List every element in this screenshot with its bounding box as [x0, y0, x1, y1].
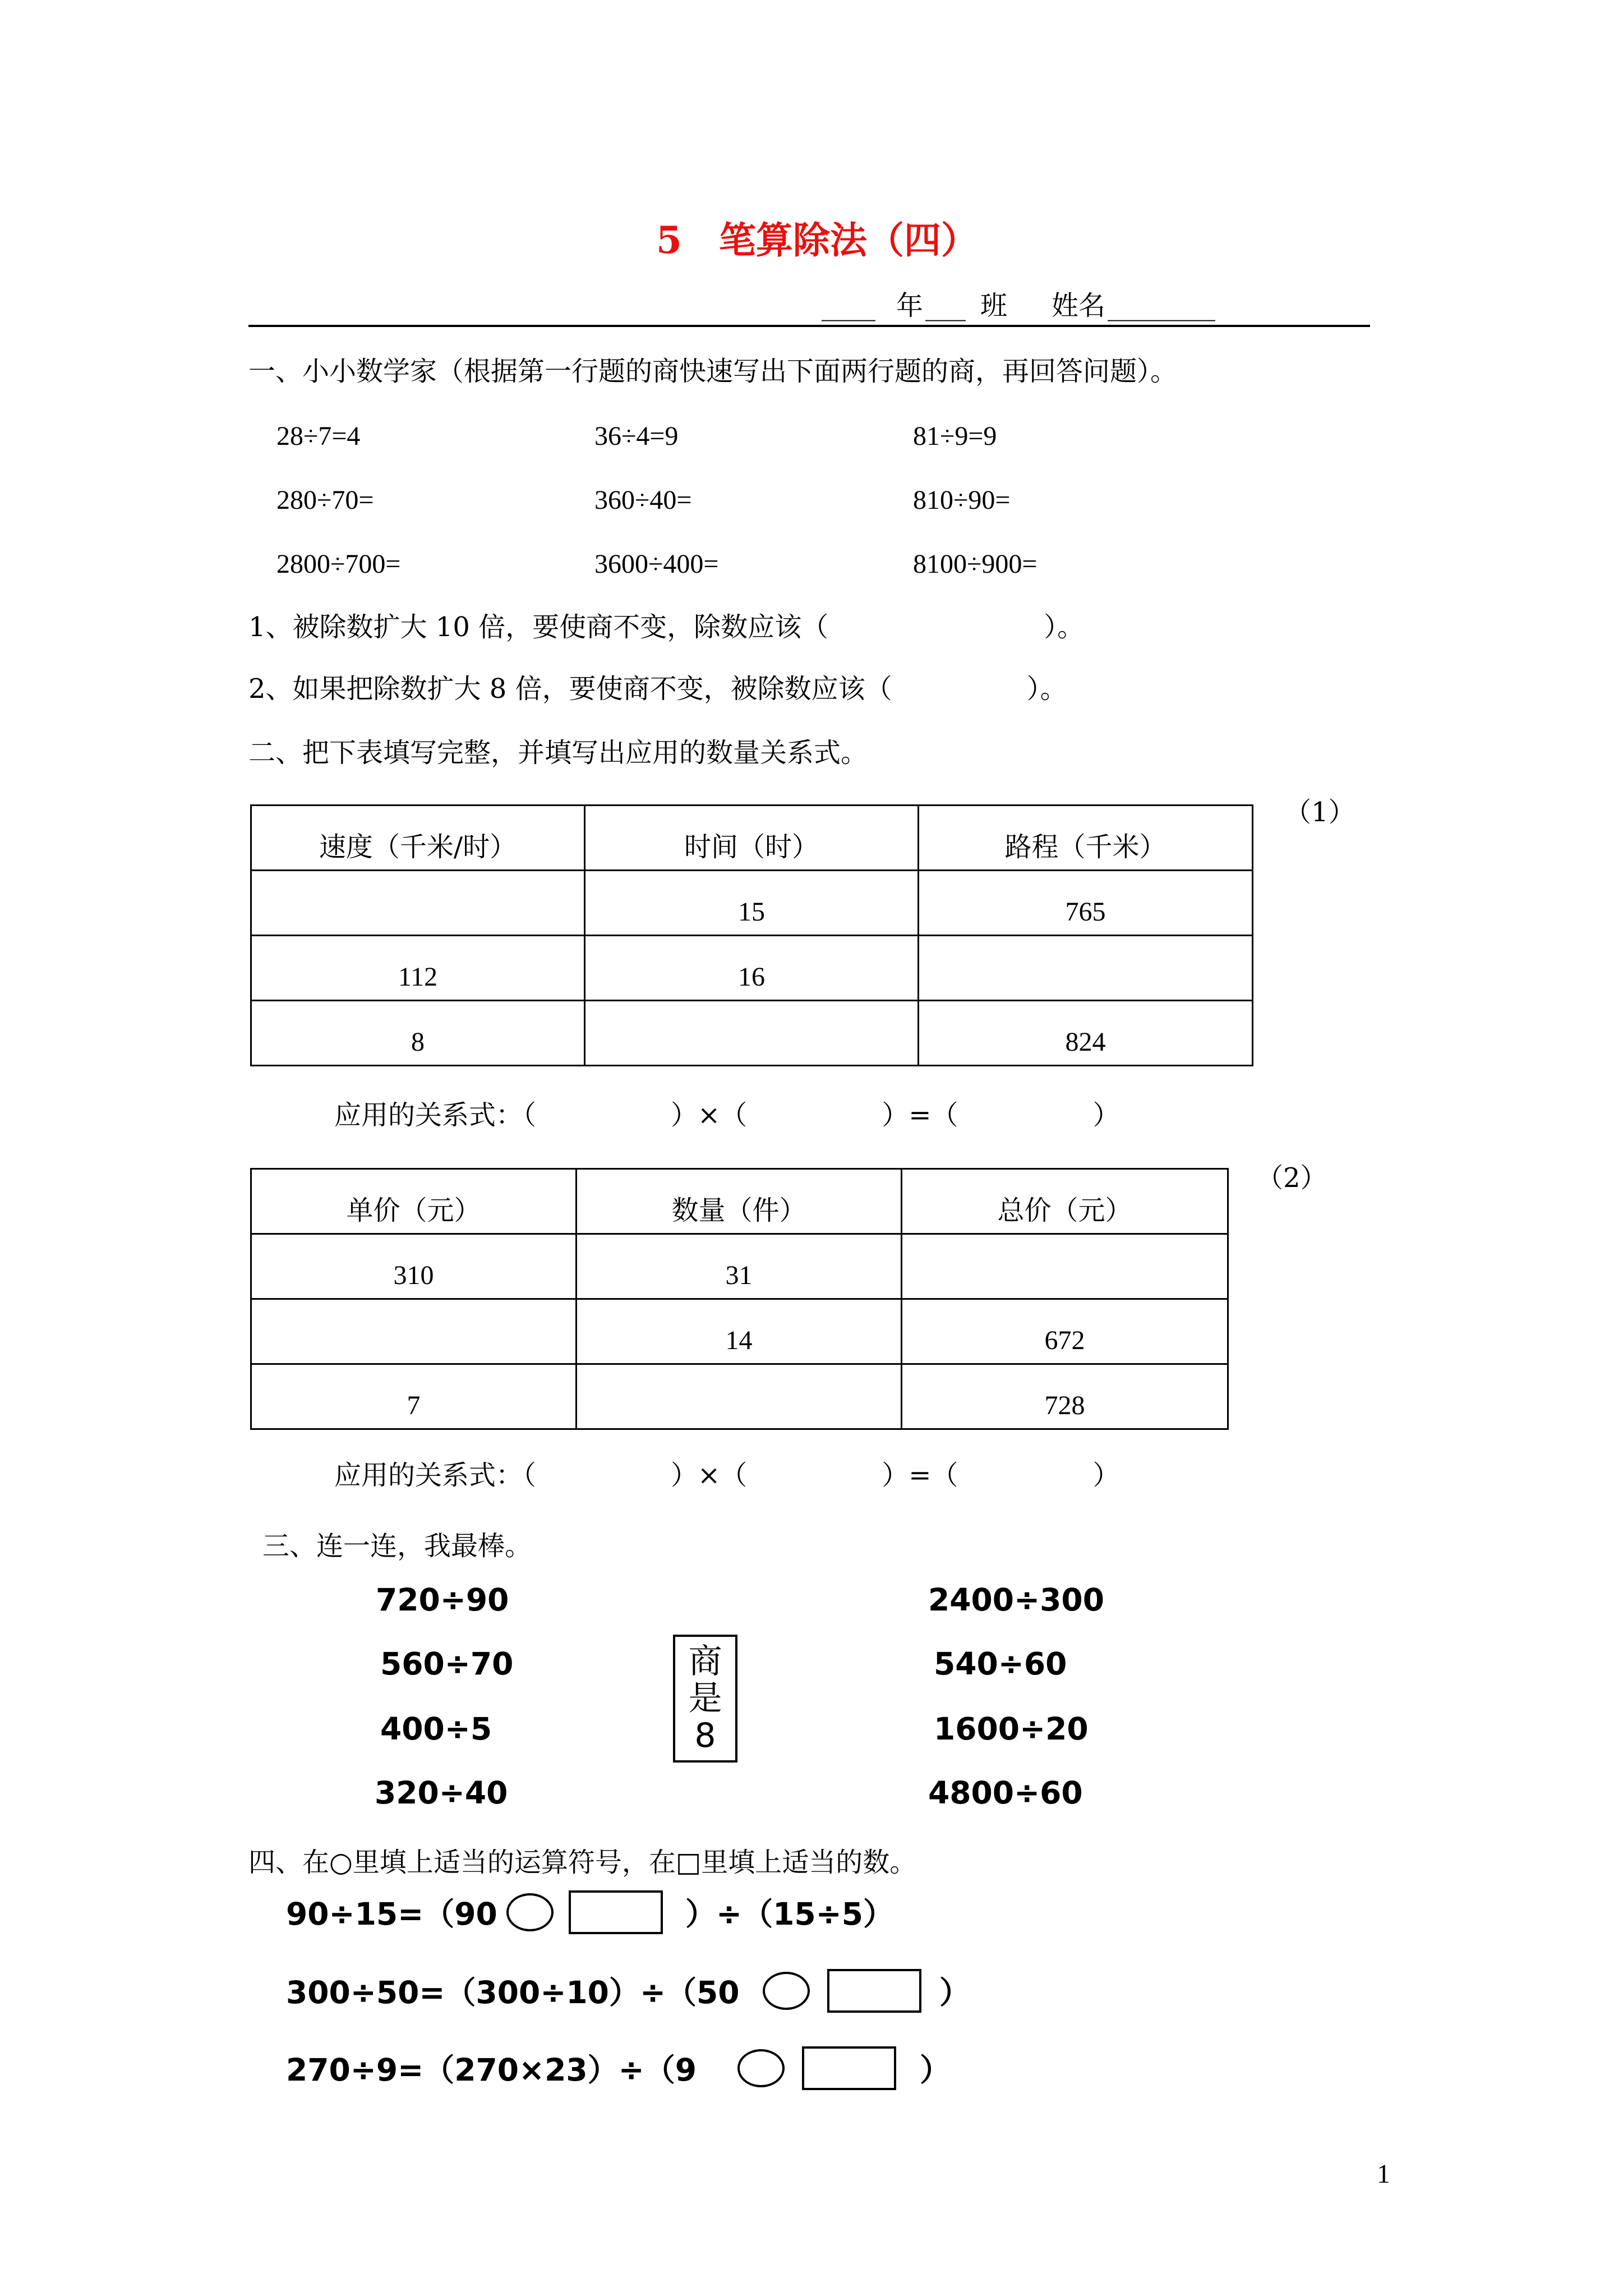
table1-header-speed: 速度（千米/时）	[251, 806, 585, 871]
table1-cell: 16	[585, 936, 919, 1001]
table2-cell: 7	[251, 1364, 577, 1429]
table1-cell: 112	[251, 936, 585, 1001]
right-expression[interactable]: 540÷60	[934, 1646, 1067, 1682]
problem-r3c1: 2800÷700=	[276, 549, 401, 579]
price-quantity-total-table	[250, 1168, 1229, 1430]
problem-r1c1: 28÷7=4	[276, 421, 361, 451]
page-number: 1	[1377, 2159, 1390, 2189]
part3-instruction: 三、连一连，我最棒。	[262, 1530, 532, 1562]
table2-cell[interactable]	[902, 1234, 1228, 1299]
part2-instruction: 二、把下表填写完整，并填写出应用的数量关系式。	[248, 737, 868, 769]
operator-circle[interactable]	[737, 2049, 785, 2087]
operator-circle[interactable]	[506, 1893, 554, 1931]
table2-cell: 31	[577, 1234, 902, 1299]
right-expression[interactable]: 1600÷20	[934, 1711, 1089, 1747]
speed-time-distance-table	[250, 804, 1253, 1066]
table1-cell: 8	[251, 1001, 585, 1066]
quotient-value: 8	[694, 1716, 716, 1755]
relation-1: 应用的关系式：（ ）×（ ）=（ ）	[334, 1099, 1120, 1131]
right-expression[interactable]: 4800÷60	[928, 1775, 1083, 1811]
part1-instruction: 一、小小数学家（根据第一行题的商快速写出下面两行题的商，再回答问题）。	[248, 356, 1178, 387]
grade-blank[interactable]: ____	[822, 290, 875, 321]
problem-r1c3: 81÷9=9	[913, 421, 997, 451]
left-expression[interactable]: 320÷40	[375, 1775, 508, 1811]
table2-cell[interactable]	[251, 1299, 577, 1364]
left-expression[interactable]: 400÷5	[380, 1711, 492, 1747]
equation-3-right: ）	[920, 2052, 951, 2088]
table2-cell: 728	[902, 1364, 1228, 1429]
problem-r2c3: 810÷90=	[913, 485, 1011, 515]
table2-cell: 672	[902, 1299, 1228, 1364]
page-title: 5 笔算除法（四）	[656, 218, 978, 262]
equation-1-right: ）÷（15÷5）	[685, 1896, 894, 1932]
number-box[interactable]	[802, 2046, 896, 2090]
class-blank[interactable]: ___	[925, 290, 966, 321]
table2-header-price: 单价（元）	[251, 1169, 577, 1234]
equation-3-left: 270÷9=（270×23）÷（9	[286, 2052, 697, 2088]
header-rule	[248, 325, 1370, 327]
part4-instruction: 四、在○里填上适当的运算符号，在□里填上适当的数。	[248, 1847, 917, 1878]
class-label: 班	[980, 290, 1008, 321]
number-box[interactable]	[827, 1969, 921, 2013]
problem-r1c2: 36÷4=9	[594, 421, 679, 451]
quotient-label-char: 是	[688, 1679, 722, 1718]
question-1: 1、被除数扩大 10 倍，要使商不变，除数应该（ ）。	[248, 611, 1085, 643]
table2-marker: （2）	[1256, 1162, 1327, 1194]
table2-cell[interactable]	[577, 1364, 902, 1429]
table2-header-quantity: 数量（件）	[577, 1169, 902, 1234]
table2-cell: 310	[251, 1234, 577, 1299]
table1-marker: （1）	[1284, 797, 1355, 828]
table1-cell: 15	[585, 871, 919, 936]
operator-circle[interactable]	[763, 1972, 810, 2010]
problem-r3c2: 3600÷400=	[594, 549, 719, 579]
left-expression[interactable]: 560÷70	[380, 1646, 514, 1682]
relation-2: 应用的关系式：（ ）×（ ）=（ ）	[334, 1460, 1120, 1491]
question-2: 2、如果把除数扩大 8 倍，要使商不变，被除数应该（ ）。	[248, 673, 1067, 705]
table2-header-total: 总价（元）	[902, 1169, 1228, 1234]
quotient-label-char: 商	[688, 1642, 722, 1681]
number-box[interactable]	[569, 1890, 663, 1934]
problem-r3c3: 8100÷900=	[913, 549, 1038, 579]
name-blank[interactable]: ________	[1108, 290, 1215, 321]
table1-header-time: 时间（时）	[585, 806, 919, 871]
grade-label: 年	[896, 290, 924, 321]
quotient-is-8-box	[673, 1635, 737, 1763]
name-label: 姓名	[1052, 290, 1106, 321]
right-expression[interactable]: 2400÷300	[928, 1582, 1104, 1618]
table2-cell: 14	[577, 1299, 902, 1364]
table1-cell[interactable]	[585, 1001, 919, 1066]
equation-2-left: 300÷50=（300÷10）÷（50	[286, 1975, 740, 2010]
equation-1-left: 90÷15=（90	[286, 1896, 497, 1932]
table1-cell: 824	[919, 1001, 1253, 1066]
problem-r2c1: 280÷70=	[276, 485, 374, 515]
left-expression[interactable]: 720÷90	[376, 1582, 509, 1618]
table1-cell[interactable]	[251, 871, 585, 936]
problem-r2c2: 360÷40=	[594, 485, 692, 515]
table1-cell: 765	[919, 871, 1253, 936]
table1-header-distance: 路程（千米）	[919, 806, 1253, 871]
equation-2-right: ）	[939, 1975, 971, 2010]
table1-cell[interactable]	[919, 936, 1253, 1001]
